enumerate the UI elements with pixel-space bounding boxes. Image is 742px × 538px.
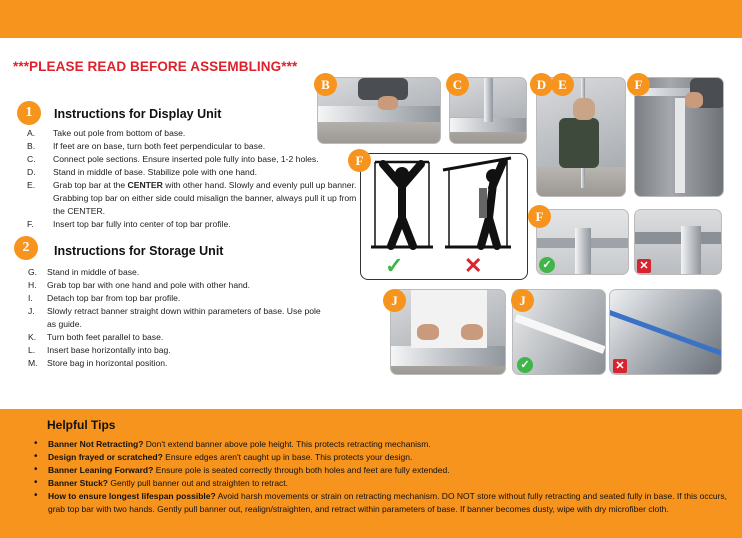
step-c: C. Connect pole sections. Ensure inserted pole fully into base, 1-2 holes. (27, 154, 319, 164)
photo-de-stand (536, 77, 626, 197)
step-j: J. Slowly retract banner straight down within parameters of base. Use pole as guide. (28, 306, 321, 329)
center-pull-diagram (360, 153, 528, 280)
storage-unit-steps (28, 266, 328, 370)
incorrect-x-icon: ✕ (637, 259, 651, 273)
storage-unit-title: Instructions for Storage Unit (54, 244, 224, 258)
correct-check-icon-j: ✓ (517, 357, 533, 373)
label-b: B (314, 73, 337, 96)
step-h: H. Grab top bar with one hand and pole with other hand. (28, 280, 251, 290)
display-unit-steps (27, 127, 362, 231)
label-j-correct: J (511, 289, 534, 312)
check-icon: ✓ (385, 253, 404, 278)
step-f: F. Insert top bar fully into center of top bar profile. (27, 219, 231, 229)
tip-item: • Banner Leaning Forward? Ensure pole is seated correctly through both holes and feet are fully extended. (33, 464, 733, 477)
photo-j-retract (390, 289, 506, 375)
cross-icon: ✕ (464, 253, 483, 278)
section-number-2: 2 (14, 236, 38, 260)
tip-item: • How to ensure longest lifespan possible? Avoid harsh movements or strain on retracting mechanism. DO NOT store without fully retracting and seated fully in base. If this occurs, grab top bar with two hands. Gently pull banner out, realign/straighten, and retract within parameters of base. If banner becomes dusty, wipe with dry microfiber cloth. (33, 490, 733, 516)
label-f-correct: F (528, 205, 551, 228)
label-e: E (551, 73, 574, 96)
warning-heading: ***PLEASE READ BEFORE ASSEMBLING*** (13, 59, 298, 74)
incorrect-x-icon-j: ✕ (613, 359, 627, 373)
step-g: G. Stand in middle of base. (28, 267, 140, 277)
tip-item: • Banner Not Retracting? Don't extend banner above pole height. This protects retracting mechanism. (33, 438, 733, 451)
helpful-tips-list (33, 438, 733, 515)
photo-f-topbar (634, 77, 724, 197)
label-d: D (530, 73, 553, 96)
label-f-diagram: F (348, 149, 371, 172)
step-d: D. Stand in middle of base. Stabilize pole with one hand. (27, 167, 257, 177)
step-a: A. Take out pole from bottom of base. (27, 128, 186, 138)
correct-check-icon: ✓ (539, 257, 555, 273)
step-k: K. Turn both feet parallel to base. (28, 332, 164, 342)
label-j-retract: J (383, 289, 406, 312)
tip-item: • Design frayed or scratched? Ensure edges aren't caught up in base. This protects your design. (33, 451, 733, 464)
step-e: E. Grab top bar at the CENTER with other hand. Slowly and evenly pull up banner. Grabbing top bar on either side could misalign the banner, always pull it up from the CENTER. (27, 180, 357, 216)
step-l: L. Insert base horizontally into bag. (28, 345, 171, 355)
step-i: I. Detach top bar from top bar profile. (28, 293, 181, 303)
helpful-tips-title: Helpful Tips (47, 418, 116, 432)
display-unit-title: Instructions for Display Unit (54, 107, 222, 121)
label-f-top: F (627, 73, 650, 96)
step-m: M. Store bag in horizontal position. (28, 358, 168, 368)
tip-item: • Banner Stuck? Gently pull banner out and straighten to retract. (33, 477, 733, 490)
top-banner-band (0, 0, 742, 38)
label-c: C (446, 73, 469, 96)
step-b: B. If feet are on base, turn both feet perpendicular to base. (27, 141, 266, 151)
section-number-1: 1 (17, 101, 41, 125)
